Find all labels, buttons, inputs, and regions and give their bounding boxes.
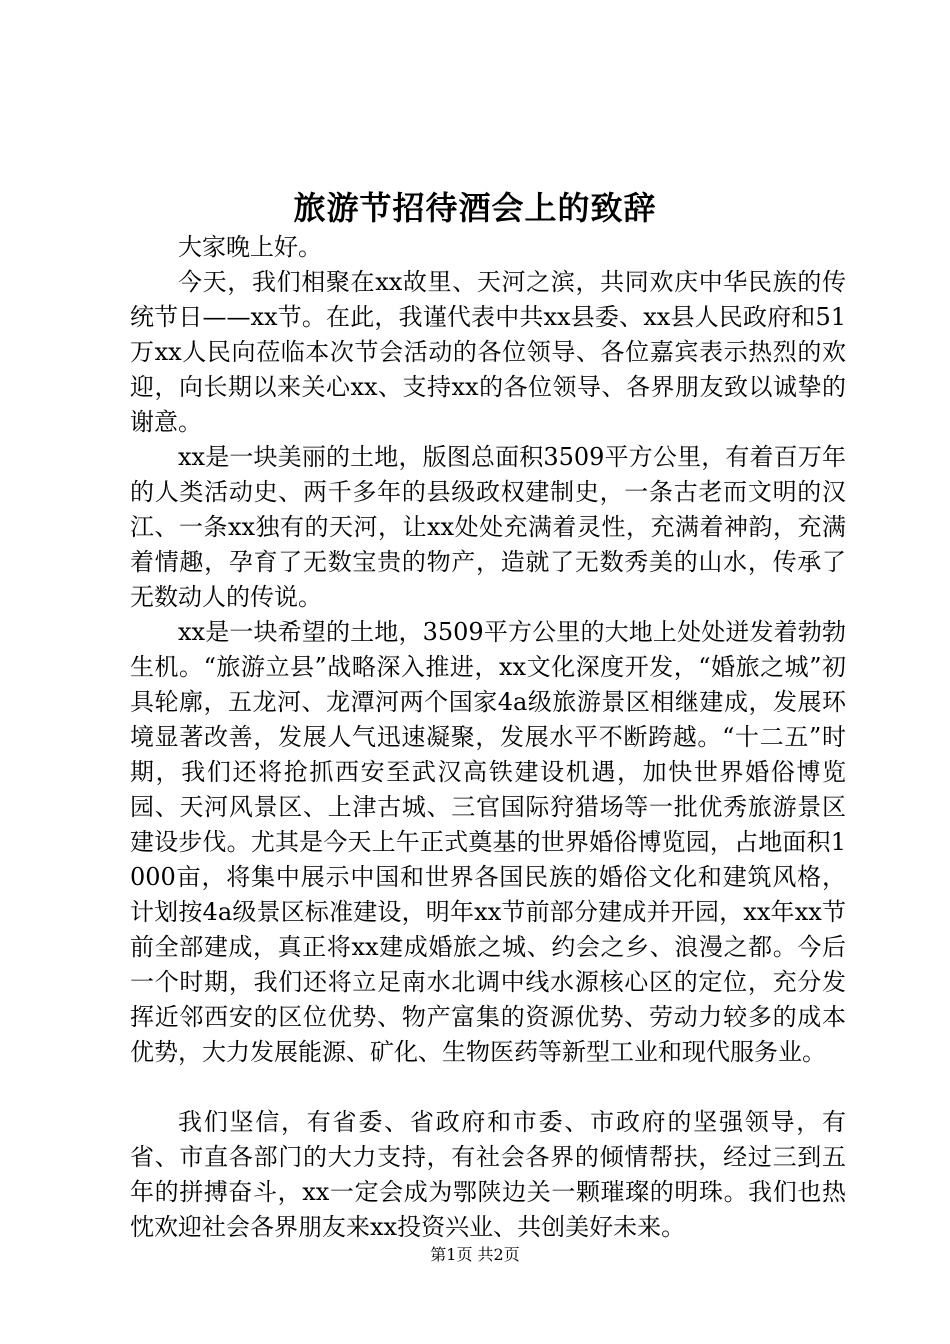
document-body	[130, 230, 846, 1245]
closing-paragraph: 我们坚信，有省委、省政府和市委、市政府的坚强领导，有省、市直各部门的大力支持，有社会各界的倾情帮扶，经过三到五年的拼搏奋斗，xx一定会成为鄂陕边关一颗璀璨的明珠。我们也热忱欢迎社会各界朋友来xx投资兴业、共创美好未来。	[130, 1108, 846, 1241]
paragraph-spacer	[130, 1070, 846, 1105]
land-beauty-paragraph: xx是一块美丽的土地，版图总面积3509平方公里，有着百万年的人类活动史、两千多年的县级政权建制史，一条古老而文明的汉江、一条xx独有的天河，让xx处处充满着灵性，充满着神韵，充满着情趣，孕育了无数宝贵的物产，造就了无数秀美的山水，传承了无数动人的传说。	[130, 443, 846, 611]
welcome-paragraph: 今天，我们相聚在xx故里、天河之滨，共同欢庆中华民族的传统节日——xx节。在此，我谨代表中共xx县委、xx县人民政府和51万xx人民向莅临本次节会活动的各位领导、各位嘉宾表示热烈的欢迎，向长期以来关心xx、支持xx的各位领导、各界朋友致以诚挚的谢意。	[130, 268, 846, 436]
greeting-paragraph: 大家晚上好。	[178, 233, 322, 261]
document-title: 旅游节招待酒会上的致辞	[293, 189, 657, 227]
page-footer: 第1页 共2页	[430, 1245, 520, 1264]
land-hope-paragraph: xx是一块希望的土地，3509平方公里的大地上处处迸发着勃勃生机。“旅游立县”战略深入推进，xx文化深度开发，“婚旅之城”初具轮廓，五龙河、龙潭河两个国家4a级旅游景区相继建成，发展环境显著改善，发展人气迅速凝聚，发展水平不断跨越。“十二五”时期，我们还将抢抓西安至武汉高铁建设机遇，加快世界婚俗博览园、天河风景区、上津古城、三官国际狩猎场等一批优秀旅游景区建设步伐。尤其是今天上午正式奠基的世界婚俗博览园，占地面积1000亩，将集中展示中国和世界各国民族的婚俗文化和建筑风格，计划按4a级景区标准建设，明年xx节前部分建成并开园，xx年xx节前全部建成，真正将xx建成婚旅之城、约会之乡、浪漫之都。今后一个时期，我们还将立足南水北调中线水源核心区的定位，充分发挥近邻西安的区位优势、物产富集的资源优势、劳动力较多的成本优势，大力发展能源、矿化、生物医药等新型工业和现代服务业。	[130, 618, 846, 1066]
